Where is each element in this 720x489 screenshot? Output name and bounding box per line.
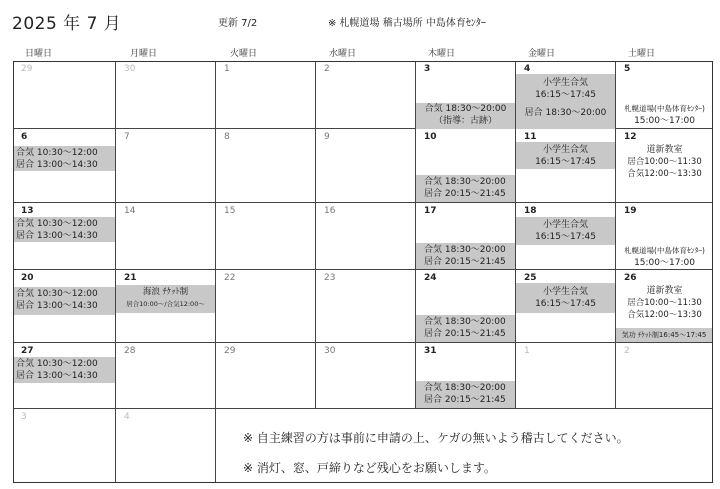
event-doshin-class (616, 144, 713, 180)
day-cell-jul1[interactable] (216, 61, 316, 129)
day-number: 14 (124, 206, 136, 216)
day-cell-jul14[interactable] (116, 203, 216, 270)
event-sunday-practice (13, 217, 115, 242)
weekday-fri: 金曜日 (528, 49, 556, 59)
day-cell-jul8[interactable] (216, 129, 316, 203)
event-line: 16:15～17:45 (535, 157, 596, 167)
event-line: 16:15～17:45 (535, 299, 596, 309)
day-number: 15 (224, 206, 236, 216)
event-line: 札幌道場(中島体育ｾﾝﾀｰ) (624, 104, 705, 113)
event-line: 15:00～17:00 (634, 258, 695, 268)
event-line: 合気 10:30～12:00 (16, 289, 98, 299)
day-cell-aug3[interactable] (13, 409, 116, 483)
event-line: 合気 18:30～20:00 (424, 317, 506, 327)
event-line: 居合 20:15～21:45 (424, 257, 506, 267)
day-number: 29 (224, 346, 236, 356)
event-line: （指導：古跡） (433, 116, 497, 126)
day-cell-jul5[interactable] (616, 61, 713, 129)
event-sunday-practice (13, 357, 115, 383)
event-line: 道新教室 (646, 145, 683, 155)
day-number: 2 (324, 64, 330, 74)
day-cell-jul10[interactable] (416, 129, 516, 203)
event-thursday-practice (416, 381, 515, 408)
event-qigong-ticket: 気功 ﾁｹｯﾄ制16:45～17:45 (616, 328, 712, 342)
day-number: 26 (624, 273, 637, 283)
weekday-wed: 水曜日 (329, 49, 357, 59)
weekday-mon: 月曜日 (130, 49, 158, 59)
day-number: 3 (424, 64, 431, 74)
event-line: 合気 10:30～12:00 (16, 219, 98, 229)
event-line: 居合10:00～/合気12:00～ (126, 300, 205, 308)
event-thursday-practice (416, 175, 515, 202)
day-cell-aug1[interactable] (516, 343, 616, 409)
day-cell-jul18[interactable] (516, 203, 616, 270)
footer-note-lockup: ※ 消灯、窓、戸締りなど残心をお願いします。 (243, 461, 496, 475)
day-cell-jul28[interactable] (116, 343, 216, 409)
event-doshin-class (616, 285, 713, 321)
weekday-sun: 日曜日 (25, 49, 53, 59)
day-cell-jul15[interactable] (216, 203, 316, 270)
updated-date: 更新 7/2 (218, 18, 258, 29)
day-number: 11 (524, 132, 537, 142)
day-cell-jul27[interactable] (13, 343, 116, 409)
day-cell-jul25[interactable] (516, 270, 616, 343)
event-sunday-practice (13, 287, 115, 315)
event-kids-aiki (516, 142, 615, 169)
day-cell-jul29[interactable] (216, 343, 316, 409)
day-number: 8 (224, 132, 230, 142)
day-cell-jul16[interactable] (316, 203, 416, 270)
event-line: 合気12:00～13:30 (627, 310, 702, 320)
day-number: 30 (324, 346, 336, 356)
day-number: 16 (324, 206, 336, 216)
day-number: 9 (324, 132, 330, 142)
day-cell-jul22[interactable] (216, 270, 316, 343)
event-line: 16:15～17:45 (535, 90, 596, 100)
day-cell-jul6[interactable] (13, 129, 116, 203)
day-number: 5 (624, 64, 631, 74)
day-cell-jul23[interactable] (316, 270, 416, 343)
event-line: 合気 18:30～20:00 (424, 177, 506, 187)
event-sapporo-dojo (616, 245, 713, 269)
event-thursday-practice (416, 315, 515, 342)
day-cell-jul3[interactable] (416, 61, 516, 129)
day-number: 19 (624, 206, 637, 216)
footer-note-practice: ※ 自主練習の方は事前に申請の上、ケガの無いよう稽古してください。 (243, 431, 629, 445)
day-number: 3 (21, 412, 27, 422)
day-cell-jun29[interactable] (13, 61, 116, 129)
event-line: 小学生合気 (542, 220, 588, 230)
event-line: 小学生合気 (542, 145, 588, 155)
day-number: 29 (21, 64, 33, 74)
day-cell-jul20[interactable] (13, 270, 116, 343)
event-sunday-practice (13, 146, 115, 171)
event-line: 居合 13:00～14:30 (16, 160, 98, 170)
day-cell-aug4[interactable] (116, 409, 216, 483)
event-line: 居合10:00～11:30 (627, 157, 702, 167)
day-number: 24 (424, 273, 437, 283)
event-kids-aiki (516, 283, 615, 313)
day-number: 7 (124, 132, 130, 142)
day-cell-jul4[interactable] (516, 61, 616, 129)
day-number: 1 (224, 64, 230, 74)
event-line: 居合 13:00～14:30 (16, 371, 98, 381)
event-line: 居合 20:15～21:45 (424, 189, 506, 199)
day-number: 1 (524, 346, 530, 356)
location-note: ※ 札幌道場 稽古場所 中島体育ｾﾝﾀｰ (328, 18, 486, 29)
event-line: 札幌道場(中島体育ｾﾝﾀｰ) (624, 246, 705, 255)
day-cell-jul26[interactable] (616, 270, 713, 343)
day-number: 23 (324, 273, 336, 283)
day-number: 21 (124, 273, 137, 283)
event-line: 海浪 ﾁｹｯﾄ制 (142, 287, 189, 297)
event-line: 合気12:00～13:30 (627, 169, 702, 179)
day-number: 30 (124, 64, 136, 74)
day-number: 31 (424, 346, 437, 356)
event-line: 合気 18:30～20:00 (424, 245, 506, 255)
weekday-header (13, 46, 713, 58)
event-line: 居合 18:30～20:00 (524, 108, 607, 118)
event-kids-aiki (516, 217, 615, 245)
day-number: 12 (624, 132, 637, 142)
event-line: 居合 13:00～14:30 (16, 301, 98, 311)
day-cell-jul24[interactable] (416, 270, 516, 343)
day-cell-jul17[interactable] (416, 203, 516, 270)
day-cell-aug2[interactable] (616, 343, 713, 409)
day-number: 28 (124, 346, 136, 356)
weekday-tue: 火曜日 (230, 49, 258, 59)
event-sapporo-dojo (616, 103, 713, 127)
month-title: 2025 年 7 月 (12, 14, 122, 34)
event-umi-ticket (116, 285, 215, 313)
weekday-sat: 土曜日 (628, 49, 656, 59)
event-line: 合気 10:30～12:00 (16, 148, 98, 158)
day-cell-jul11[interactable] (516, 129, 616, 203)
event-line: 小学生合気 (542, 287, 588, 297)
event-line: 16:15～17:45 (535, 232, 596, 242)
day-number: 6 (21, 132, 28, 142)
event-line: 合気 18:30～20:00 (424, 104, 507, 114)
day-number: 2 (624, 346, 630, 356)
day-cell-jul7[interactable] (116, 129, 216, 203)
event-line: 居合10:00～11:30 (627, 298, 702, 308)
day-number: 10 (424, 132, 437, 142)
day-number: 4 (124, 412, 130, 422)
event-line: 15:00～17:00 (634, 116, 695, 126)
day-number: 4 (524, 64, 531, 74)
day-cell-jul30[interactable] (316, 343, 416, 409)
day-cell-jul2[interactable] (316, 61, 416, 129)
event-line: 居合 13:00～14:30 (16, 231, 98, 241)
day-number: 17 (424, 206, 437, 216)
event-line: 道新教室 (646, 286, 683, 296)
event-kids-aiki (516, 74, 615, 129)
event-line: 居合 20:15～21:45 (424, 395, 506, 405)
calendar-grid (13, 61, 713, 483)
day-cell-jul12[interactable] (616, 129, 713, 203)
day-cell-jul21[interactable] (116, 270, 216, 343)
day-number: 18 (524, 206, 537, 216)
event-line: 合気 10:30～12:00 (16, 359, 98, 369)
event-line: 合気 18:30～20:00 (424, 383, 506, 393)
event-line: 小学生合気 (542, 78, 588, 88)
calendar-header (0, 0, 720, 40)
day-number: 27 (21, 346, 34, 356)
day-number: 20 (21, 273, 34, 283)
weekday-thu: 木曜日 (428, 49, 456, 59)
event-aiki-thursday (416, 103, 515, 129)
day-number: 13 (21, 206, 34, 216)
day-cell-jun30[interactable] (116, 61, 216, 129)
day-number: 22 (224, 273, 236, 283)
day-cell-jul19[interactable] (616, 203, 713, 270)
event-thursday-practice (416, 243, 515, 269)
day-number: 25 (524, 273, 537, 283)
day-cell-jul13[interactable] (13, 203, 116, 270)
day-cell-jul31[interactable] (416, 343, 516, 409)
event-line: 居合 20:15～21:45 (424, 329, 506, 339)
day-cell-jul9[interactable] (316, 129, 416, 203)
